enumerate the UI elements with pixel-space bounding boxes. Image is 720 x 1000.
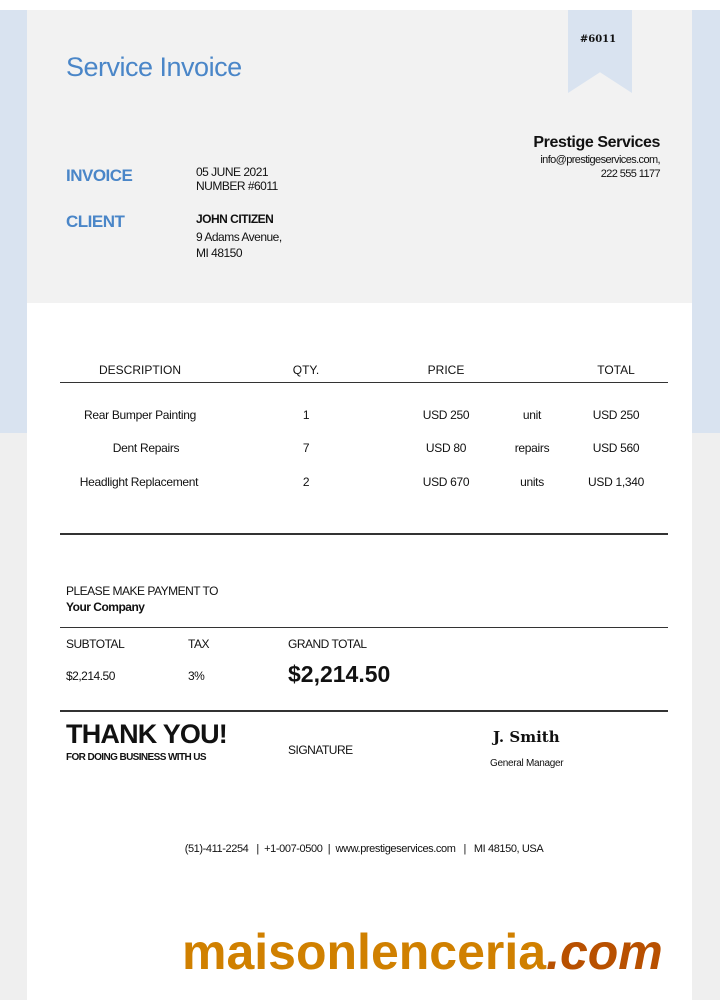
footer-contact: (51)-411-2254 | +1-007-0500 | www.prestigeservices.com | MI 48150, USA	[184, 843, 544, 855]
payment-label: PLEASE MAKE PAYMENT TO	[66, 584, 218, 598]
item-description: Rear Bumper Painting	[83, 408, 197, 422]
col-header-qty: QTY.	[292, 363, 320, 377]
client-address-line1: 9 Adams Avenue,	[196, 230, 282, 244]
signature-label: SIGNATURE	[288, 743, 353, 757]
watermark	[182, 922, 663, 982]
company-email: info@prestigeservices.com,	[540, 154, 660, 166]
subtotal-label: SUBTOTAL	[66, 637, 125, 651]
item-qty: 1	[302, 408, 310, 422]
item-price: USD 670	[422, 475, 470, 489]
item-price: USD 80	[425, 441, 467, 455]
side-band-right	[692, 10, 720, 433]
table-header-divider	[60, 382, 668, 383]
thank-you-subtitle: FOR DOING BUSINESS WITH US	[66, 752, 206, 763]
side-band-left	[0, 10, 27, 433]
item-description: Headlight Replacement	[79, 475, 199, 489]
subtotal-value: $2,214.50	[66, 669, 115, 683]
item-total: USD 560	[592, 441, 640, 455]
ribbon-number: #6011	[579, 34, 617, 45]
tax-label: TAX	[188, 637, 209, 651]
col-header-description: DESCRIPTION	[98, 363, 182, 377]
item-unit: units	[520, 475, 544, 489]
item-price: USD 250	[422, 408, 470, 422]
item-total: USD 250	[592, 408, 640, 422]
item-qty: 7	[302, 441, 310, 455]
signature-role: General Manager	[490, 758, 564, 769]
client-name: JOHN CITIZEN	[196, 212, 274, 226]
invoice-date: 05 JUNE 2021	[196, 165, 269, 179]
table-bottom-divider	[60, 533, 668, 535]
item-unit: repairs	[514, 441, 550, 455]
item-description: Dent Repairs	[112, 441, 180, 455]
invoice-label: INVOICE	[66, 166, 133, 185]
signature-name: J. Smith	[493, 728, 560, 746]
col-header-total: TOTAL	[597, 363, 635, 377]
grand-total-label: GRAND TOTAL	[288, 637, 367, 651]
watermark-main: maisonlenceria	[182, 924, 547, 980]
item-qty: 2	[302, 475, 310, 489]
item-unit: unit	[522, 408, 542, 422]
col-header-price: PRICE	[427, 363, 465, 377]
company-name: Prestige Services	[533, 134, 660, 151]
side-grey-right	[692, 433, 720, 1000]
company-phone: 222 555 1177	[600, 168, 660, 180]
payment-recipient: Your Company	[66, 600, 145, 614]
item-total: USD 1,340	[588, 475, 644, 489]
watermark-tld: .com	[546, 924, 663, 980]
payment-divider	[60, 627, 668, 628]
grand-total-value: $2,214.50	[288, 661, 391, 687]
tax-value: 3%	[188, 669, 205, 683]
client-address-line2: MI 48150	[196, 246, 243, 260]
page-title: Service Invoice	[66, 52, 242, 82]
thank-you-heading: THANK YOU!	[66, 719, 228, 749]
invoice-number: NUMBER #6011	[196, 179, 278, 193]
client-label: CLIENT	[66, 212, 125, 231]
totals-divider	[60, 710, 668, 712]
side-grey-left	[0, 433, 27, 1000]
